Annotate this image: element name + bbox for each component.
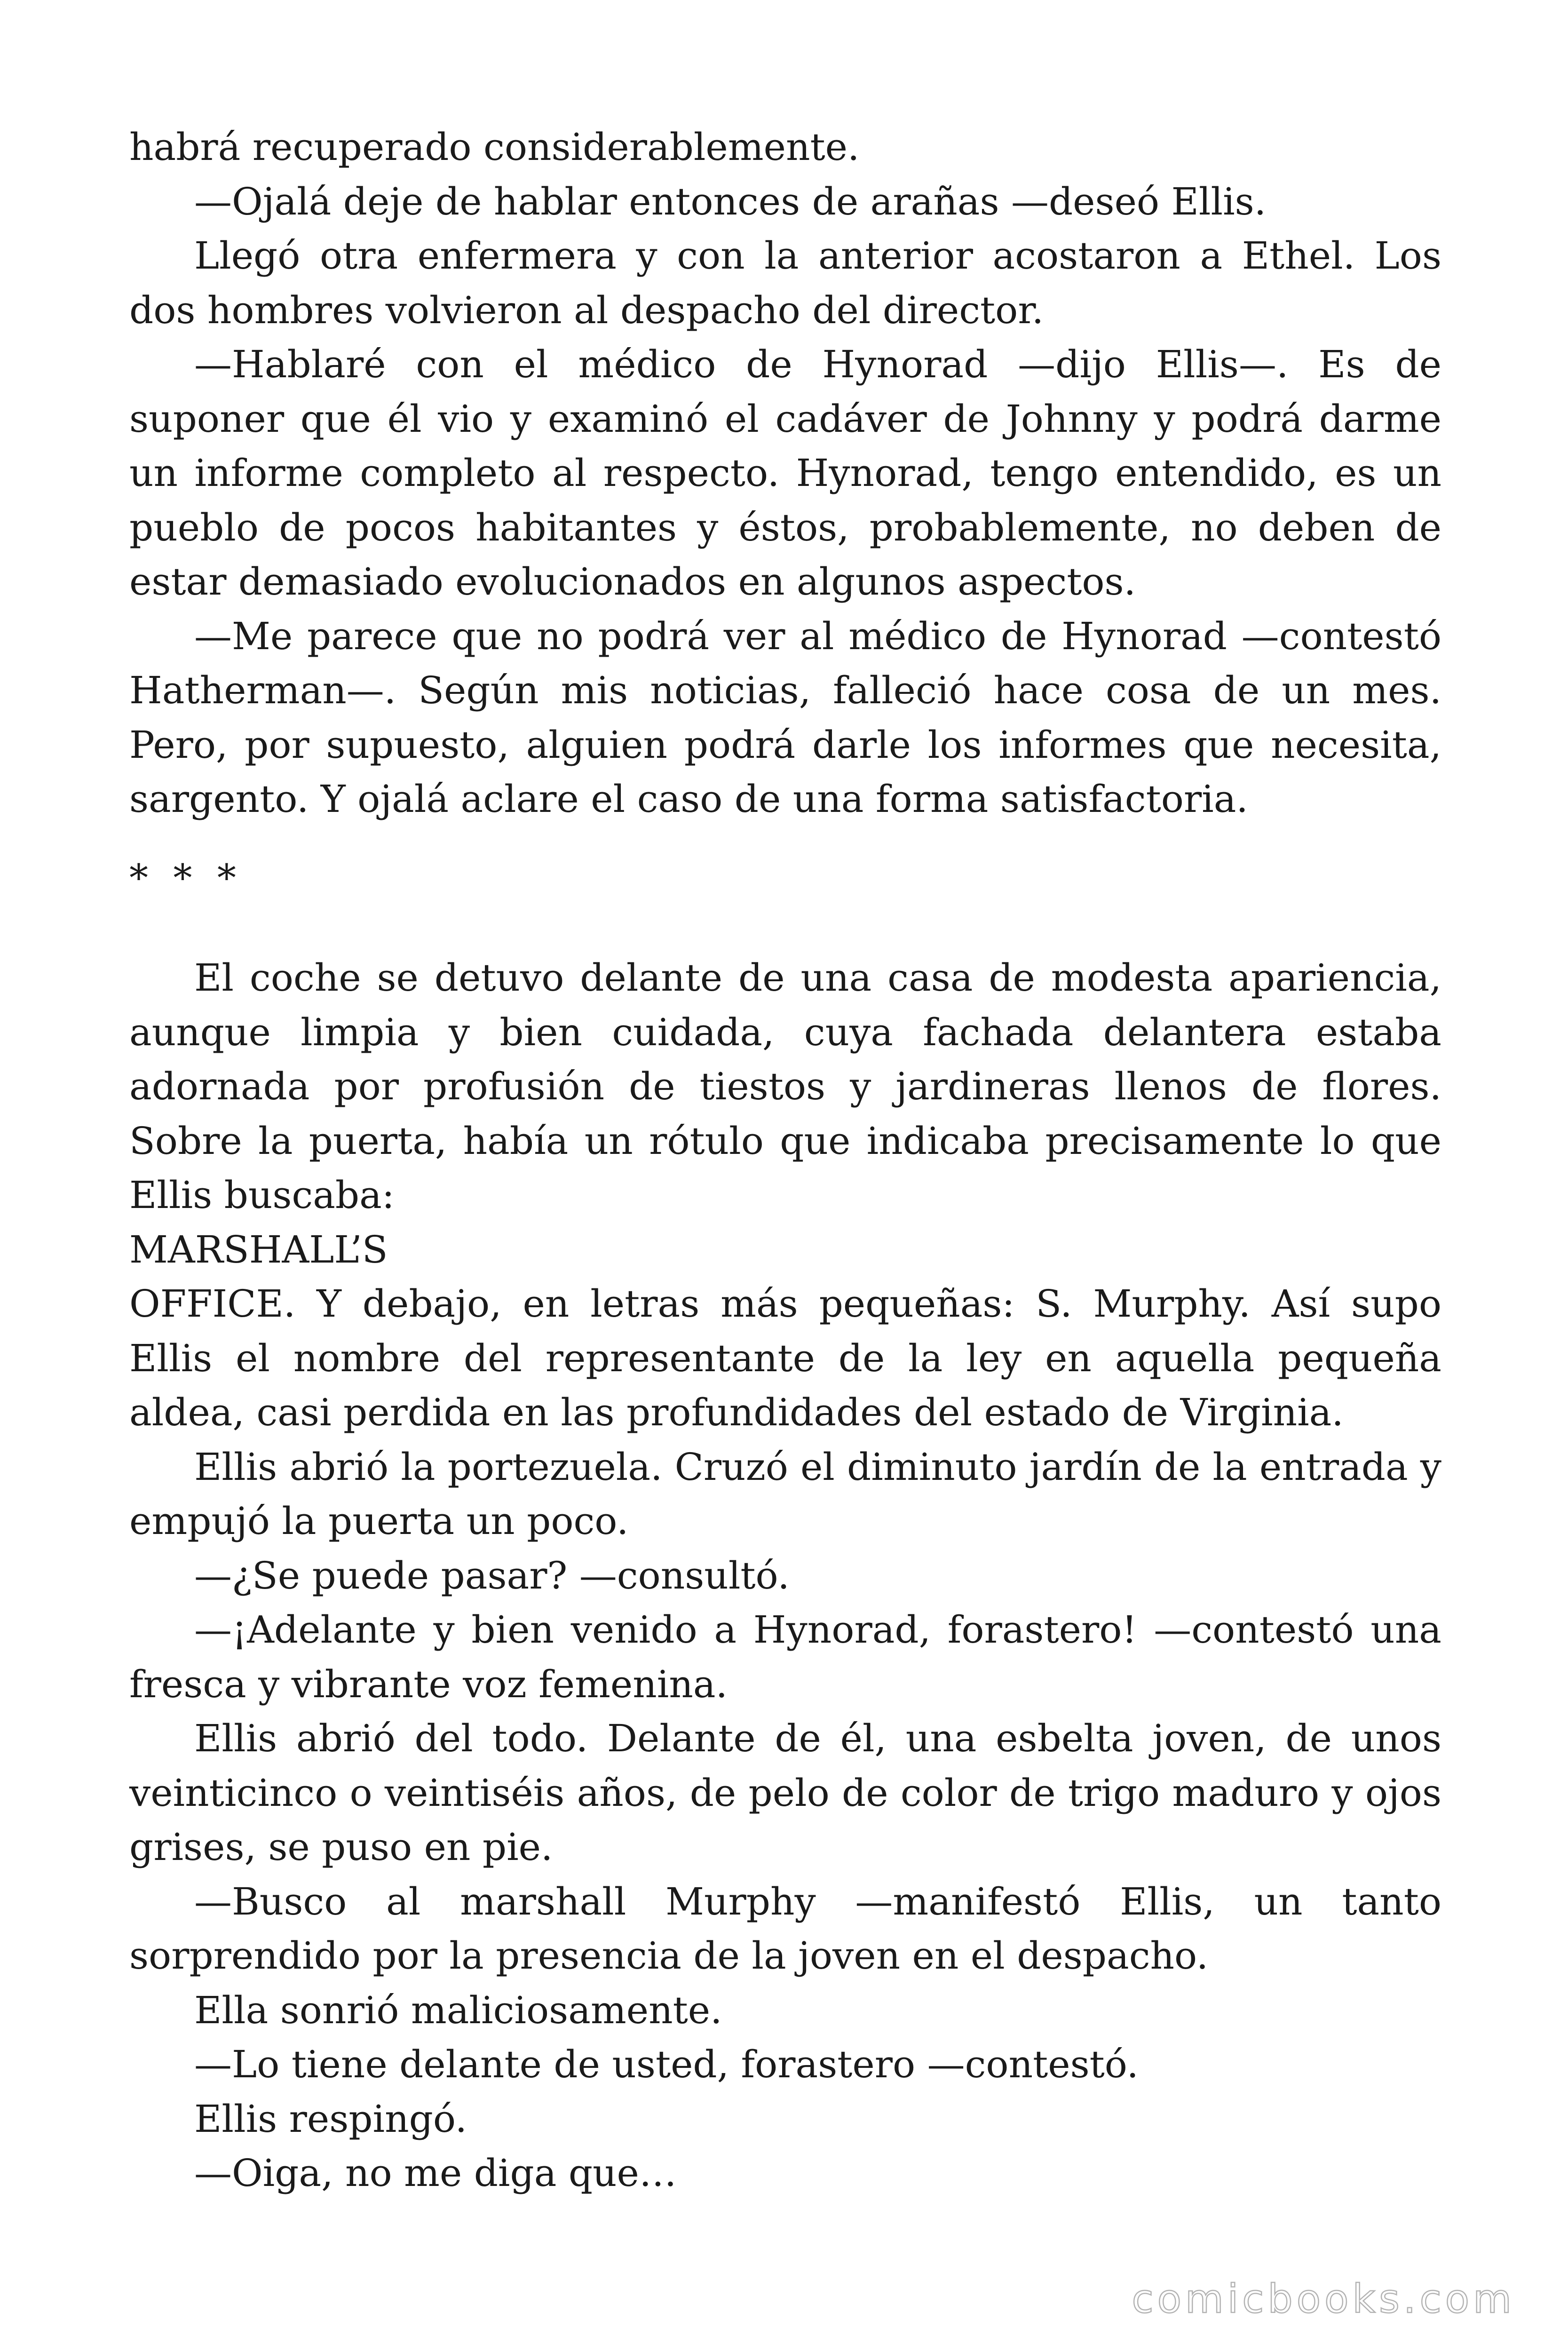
sign-text-line: MARSHALL’S bbox=[129, 1227, 388, 1271]
paragraph: Ella sonrió maliciosamente. bbox=[194, 1988, 722, 2032]
paragraph-dialogue: —Lo tiene delante de usted, forastero —contestó. bbox=[194, 2042, 1139, 2086]
paragraph: OFFICE. Y debajo, en letras más pequeñas: S. Murphy. Así supo Ellis el nombre del representante de la ley en aquella pequeña aldea, casi perdida en las profundidades del estado de Virginia. bbox=[129, 1282, 1441, 1434]
book-page bbox=[129, 120, 1441, 2201]
paragraph-dialogue: —Oiga, no me diga que… bbox=[194, 2151, 677, 2195]
paragraph-dialogue: —Ojalá deje de hablar entonces de arañas —deseó Ellis. bbox=[194, 179, 1267, 223]
paragraph: Llegó otra enfermera y con la anterior acostaron a Ethel. Los dos hombres volvieron al despacho del director. bbox=[129, 234, 1441, 332]
paragraph: Ellis abrió del todo. Delante de él, una esbelta joven, de unos veinticinco o veintiséis años, de pelo de color de trigo maduro y ojos grises, se puso en pie. bbox=[129, 1716, 1441, 1869]
paragraph-dialogue: —Me parece que no podrá ver al médico de Hynorad —contestó Hatherman—. Según mis noticias, falleció hace cosa de un mes. Pero, por supuesto, alguien podrá darle los informes que necesita, sargento. Y ojalá aclare el caso de una forma satisfactoria. bbox=[129, 614, 1441, 821]
paragraph-dialogue: —¿Se puede pasar? —consultó. bbox=[194, 1553, 790, 1597]
paragraph-dialogue: —Hablaré con el médico de Hynorad —dijo Ellis—. Es de suponer que él vio y examinó el cadáver de Johnny y podrá darme un informe completo al respecto. Hynorad, tengo entendido, es un pueblo de pocos habitantes y éstos, probablemente, no deben de estar demasiado evolucionados en algunos aspectos. bbox=[129, 342, 1441, 604]
paragraph-dialogue: —¡Adelante y bien venido a Hynorad, forastero! —contestó una fresca y vibrante voz femenina. bbox=[129, 1608, 1441, 1706]
scene-break: * * * bbox=[129, 856, 243, 900]
site-watermark: comicbooks.com bbox=[1132, 2276, 1515, 2322]
paragraph: El coche se detuvo delante de una casa de modesta apariencia, aunque limpia y bien cuidada, cuya fachada delantera estaba adornada por profusión de tiestos y jardineras llenos de flores. Sobre la puerta, había un rótulo que indicaba precisamente lo que Ellis buscaba: bbox=[129, 956, 1441, 1217]
paragraph: Ellis respingó. bbox=[194, 2097, 467, 2141]
paragraph-dialogue: —Busco al marshall Murphy —manifestó Ellis, un tanto sorprendido por la presencia de la joven en el despacho. bbox=[129, 1879, 1441, 1978]
paragraph: Ellis abrió la portezuela. Cruzó el diminuto jardín de la entrada y empujó la puerta un poco. bbox=[129, 1445, 1441, 1543]
paragraph-continuation: habrá recuperado considerablemente. bbox=[129, 125, 860, 169]
